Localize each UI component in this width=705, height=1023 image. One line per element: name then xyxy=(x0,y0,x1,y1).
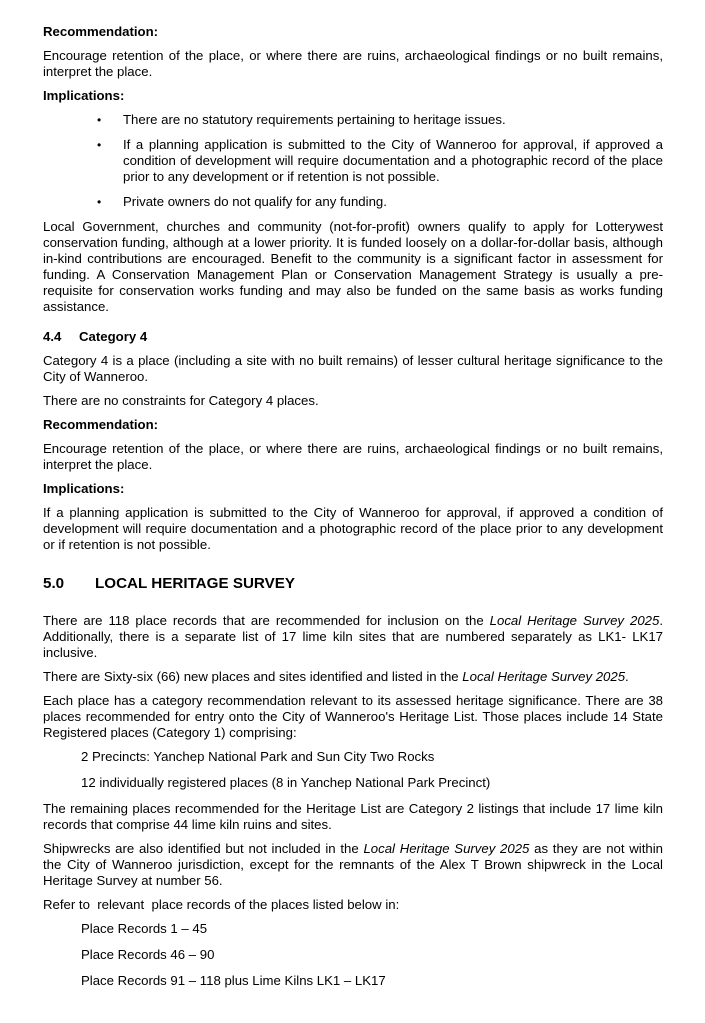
italic-survey-title: Local Heritage Survey 2025 xyxy=(462,669,626,684)
recommendation-heading-1: Recommendation: xyxy=(43,24,159,39)
text-segment: Shipwrecks are also identified but not included in the xyxy=(43,841,364,856)
precincts-line: 2 Precincts: Yanchep National Park and Sun City Two Rocks xyxy=(81,749,435,764)
recommendation-heading-2: Recommendation: xyxy=(43,417,159,432)
place-records-line-2: Place Records 46 – 90 xyxy=(81,947,215,962)
implications-body-2: If a planning application is submitted to the City of Wanneroo for approval, if approved a condition of development will require documentation and a photographic record of the place prior to any development or if retention is not possible. xyxy=(43,505,663,552)
italic-survey-title: Local Heritage Survey 2025 xyxy=(363,841,530,856)
category4-constraints-paragraph: There are no constraints for Category 4 places. xyxy=(43,393,319,408)
bullet-icon: • xyxy=(97,138,102,152)
section-title: LOCAL HERITAGE SURVEY xyxy=(95,575,295,592)
lotterywest-paragraph: Local Government, churches and community (not-for-profit) owners qualify to apply for Lotterywest conservation funding, although at a lower priority. It is funded loosely on a dollar-for-dollar basis, although in-kind contributions are encouraged. Benefit to the community is a significant factor in assessment for funding. A Conservation Management Plan or Conservation Management Strategy is usually a pre-requisite for conservation works funding and may also be funded on the same basis as works funding assistance. xyxy=(43,219,663,314)
implications-heading-1: Implications: xyxy=(43,88,125,103)
bullet-item-statutory xyxy=(43,112,663,128)
text-segment: There are Sixty-six (66) new places and sites identified and listed in the xyxy=(43,669,463,684)
bullet-item-private-owners xyxy=(43,194,663,210)
section-heading-4-4 xyxy=(43,329,663,345)
italic-survey-title: Local Heritage Survey 2025 xyxy=(489,613,660,628)
recommendation-body-2: Encourage retention of the place, or where there are ruins, archaeological findings or no built remains, interpret the place. xyxy=(43,441,663,472)
bullet-text: There are no statutory requirements pertaining to heritage issues. xyxy=(123,112,506,127)
recommendation-body-1: Encourage retention of the place, or where there are ruins, archaeological findings or no built remains, interpret the place. xyxy=(43,48,663,79)
implications-heading-2: Implications: xyxy=(43,481,125,496)
bullet-icon: • xyxy=(97,195,102,209)
bullet-item-planning xyxy=(43,137,663,185)
text-segment: as they are not within the City of Wanneroo jurisdiction, except for the remnants of the Alex T Brown shipwreck in the Local Heritage Survey at number 56. xyxy=(43,841,664,888)
refer-paragraph: Refer to relevant place records of the places listed below in: xyxy=(43,897,400,912)
place-records-line-1: Place Records 1 – 45 xyxy=(81,921,208,936)
text-segment: . xyxy=(625,669,629,684)
shipwrecks-paragraph xyxy=(43,841,663,889)
registered-places-line: 12 individually registered places (8 in Yanchep National Park Precinct) xyxy=(81,775,491,790)
section-number: 4.4 xyxy=(43,329,62,344)
category4-definition-paragraph: Category 4 is a place (including a site with no built remains) of lesser cultural heritage significance to the City of Wanneroo. xyxy=(43,353,663,384)
place-records-count-paragraph xyxy=(43,613,663,661)
text-segment: . Additionally, there is a separate list of 17 lime kiln sites that are numbered separately as LK1- LK17 inclusive. xyxy=(43,613,663,660)
text-segment: There are 118 place records that are recommended for inclusion on the xyxy=(43,613,490,628)
section-title: Category 4 xyxy=(79,329,148,344)
bullet-icon: • xyxy=(97,113,102,127)
bullet-text: Private owners do not qualify for any funding. xyxy=(123,194,387,209)
section-number: 5.0 xyxy=(43,575,65,592)
remaining-places-paragraph: The remaining places recommended for the Heritage List are Category 2 listings that include 17 lime kiln records that comprise 44 lime kiln ruins and sites. xyxy=(43,801,663,832)
new-places-paragraph xyxy=(43,669,663,685)
section-heading-5-0 xyxy=(43,575,663,593)
place-records-line-3: Place Records 91 – 118 plus Lime Kilns LK1 – LK17 xyxy=(81,973,386,988)
bullet-text: If a planning application is submitted to the City of Wanneroo for approval, if approved a condition of development will require documentation and a photographic record of the place prior to any development or if retention is not possible. xyxy=(123,137,663,184)
category-recommendation-paragraph: Each place has a category recommendation relevant to its assessed heritage significance. There are 38 places recommended for entry onto the City of Wanneroo's Heritage List. Those places include 14 State Registered places (Category 1) comprising: xyxy=(43,693,663,740)
implications-bullet-list xyxy=(43,112,663,210)
